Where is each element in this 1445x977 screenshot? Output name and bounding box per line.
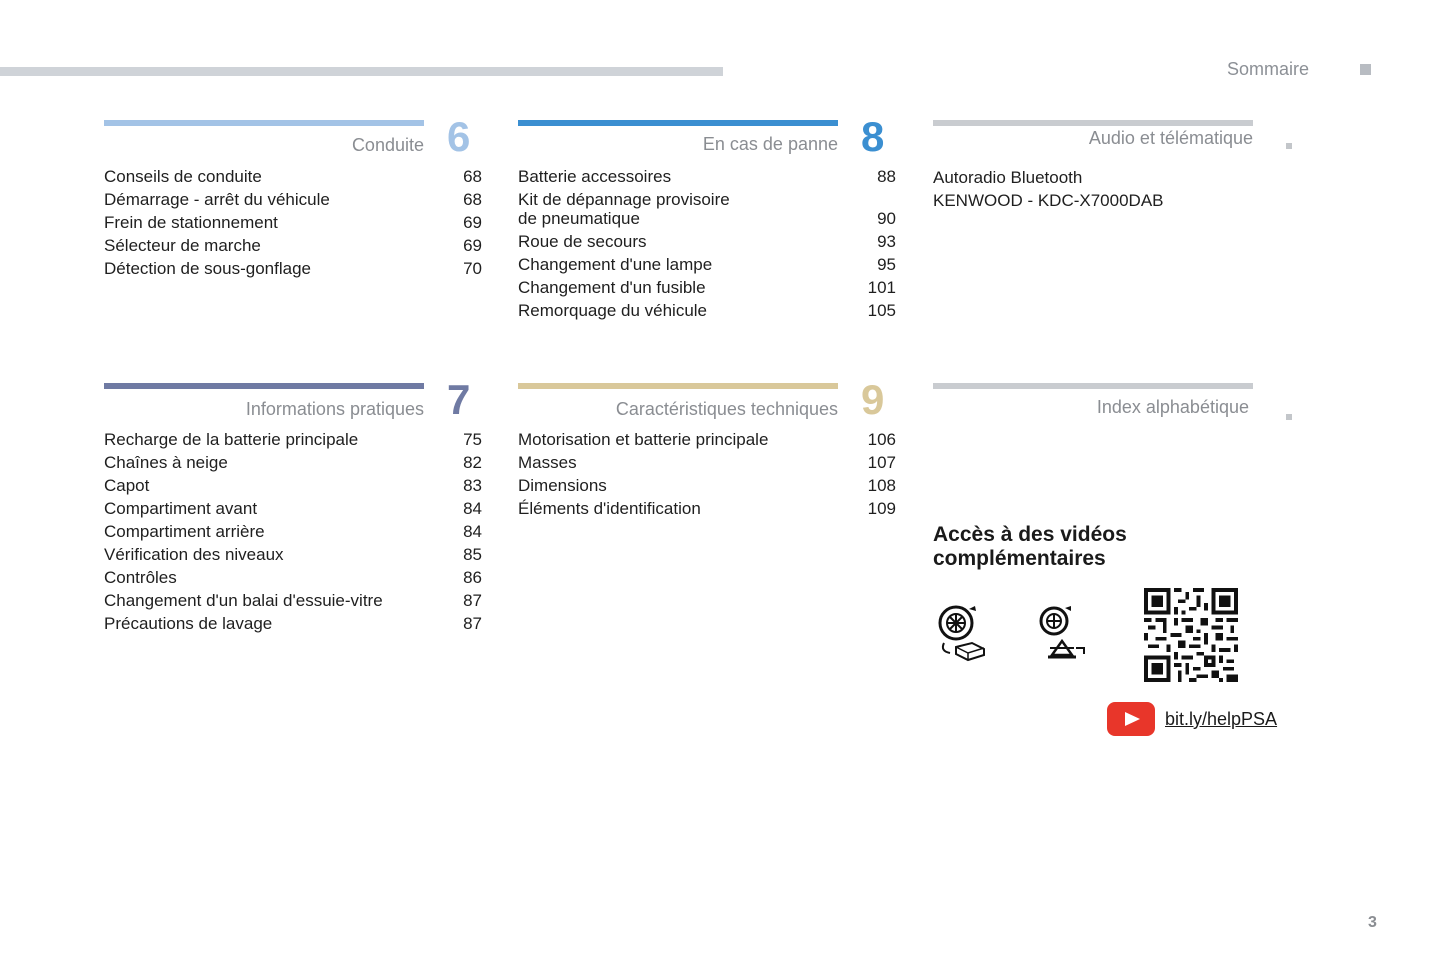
- list-item[interactable]: Changement d'un fusible 101: [518, 278, 896, 297]
- list-item[interactable]: Changement d'une lampe 95: [518, 255, 896, 274]
- sommaire-square-icon: [1360, 64, 1371, 75]
- play-icon: [1125, 712, 1140, 726]
- section-bar: [518, 383, 838, 389]
- list-item[interactable]: Remorquage du véhicule 105: [518, 301, 896, 320]
- list-item[interactable]: Kit de dépannage provisoire de pneumatique 90: [518, 190, 896, 228]
- list-item[interactable]: Recharge de la batterie principale 75: [104, 430, 482, 449]
- list-item[interactable]: Autoradio Bluetooth: [933, 168, 1083, 187]
- section-title[interactable]: Caractéristiques techniques: [615, 399, 838, 419]
- section-bar: [933, 120, 1253, 126]
- youtube-icon[interactable]: [1107, 702, 1155, 736]
- section-number: 7: [447, 376, 471, 423]
- list-item[interactable]: Dimensions 108: [518, 476, 896, 495]
- list-item[interactable]: KENWOOD - KDC-X7000DAB: [933, 191, 1164, 210]
- help-video-link[interactable]: bit.ly/helpPSA: [1165, 709, 1278, 729]
- list-item[interactable]: Motorisation et batterie principale 106: [518, 430, 896, 449]
- list-item[interactable]: Conseils de conduite 68: [104, 167, 482, 186]
- audio-marker-dot: [1286, 143, 1292, 149]
- list-item[interactable]: Précautions de lavage 87: [104, 614, 482, 633]
- list-item[interactable]: Vérification des niveaux 85: [104, 545, 482, 564]
- list-item[interactable]: Contrôles 86: [104, 568, 482, 587]
- list-item[interactable]: Masses 107: [518, 453, 896, 472]
- videos-heading: Accès à des vidéos complémentaires: [933, 523, 1127, 570]
- section-title[interactable]: En cas de panne: [702, 134, 838, 154]
- top-decorative-bar: [0, 67, 723, 76]
- section-bar: [933, 383, 1253, 389]
- section-title[interactable]: Index alphabétique: [1096, 397, 1249, 417]
- list-item[interactable]: Frein de stationnement 69: [104, 213, 482, 232]
- section-title[interactable]: Conduite: [351, 135, 424, 155]
- index-marker-dot: [1286, 414, 1292, 420]
- section-title[interactable]: Audio et télématique: [1088, 128, 1253, 148]
- page-number: 3: [1368, 914, 1377, 931]
- item-list: [518, 428, 896, 520]
- section-bar: [104, 383, 424, 389]
- section-number: 6: [447, 113, 471, 160]
- list-item[interactable]: Compartiment avant 84: [104, 499, 482, 518]
- list-item[interactable]: Éléments d'identification 109: [518, 499, 896, 518]
- item-list: [518, 165, 896, 322]
- item-list: [104, 165, 482, 280]
- list-item[interactable]: Capot 83: [104, 476, 482, 495]
- section-number: 9: [861, 376, 885, 423]
- tire-compressor-icon[interactable]: [936, 605, 988, 663]
- list-item[interactable]: Roue de secours 93: [518, 232, 896, 251]
- tire-jack-icon[interactable]: [1036, 605, 1092, 663]
- list-item[interactable]: Batterie accessoires 88: [518, 167, 896, 186]
- list-item[interactable]: Sélecteur de marche 69: [104, 236, 482, 255]
- sommaire-link[interactable]: Sommaire: [1227, 59, 1310, 79]
- qr-code-icon[interactable]: [1144, 588, 1238, 682]
- section-bar: [104, 120, 424, 126]
- list-item[interactable]: Démarrage - arrêt du véhicule 68: [104, 190, 482, 209]
- list-item[interactable]: Compartiment arrière 84: [104, 522, 482, 541]
- section-bar: [518, 120, 838, 126]
- list-item[interactable]: Changement d'un balai d'essuie-vitre 87: [104, 591, 482, 610]
- item-list: [933, 166, 1311, 212]
- list-item[interactable]: Détection de sous-gonflage 70: [104, 259, 482, 278]
- section-number: 8: [861, 113, 885, 160]
- list-item[interactable]: Chaînes à neige 82: [104, 453, 482, 472]
- section-title[interactable]: Informations pratiques: [245, 399, 424, 419]
- item-list: [104, 428, 482, 635]
